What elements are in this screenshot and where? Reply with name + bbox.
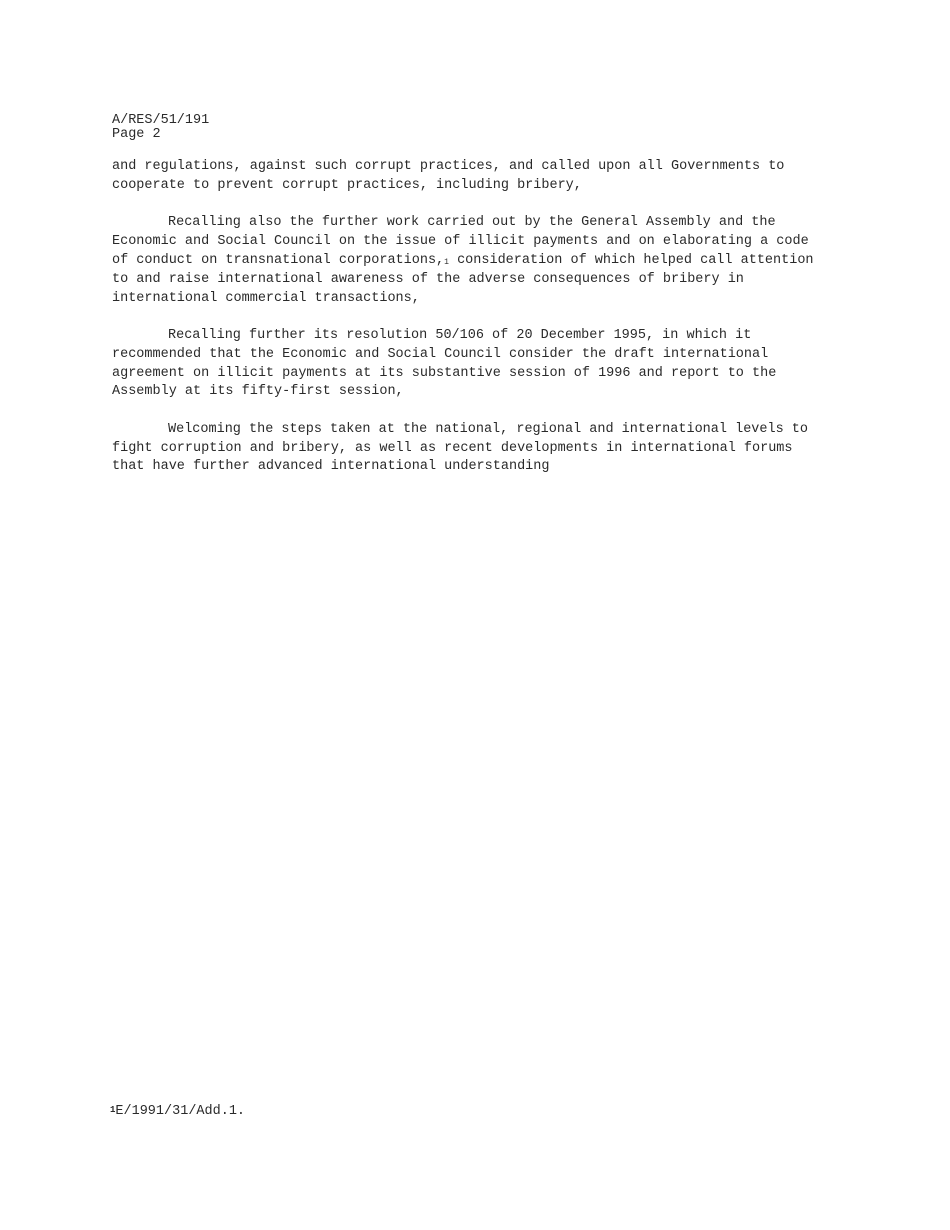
text-line: international commercial transactions, [112,290,420,306]
document-body [112,158,847,496]
footnote-mark: 1 [110,1105,116,1115]
footnote [110,1104,245,1120]
paragraph-welcoming [112,421,847,477]
text-line: that have further advanced international understanding [112,459,550,475]
paragraph-continuation [112,158,847,195]
document-symbol: A/RES/51/191 [112,113,210,128]
text-segment: of conduct on transnational corporations, [112,252,445,268]
text-line [112,252,847,272]
text-segment: consideration of which helped call attention [448,252,814,268]
text-line: and regulations, against such corrupt practices, and called upon all Governments to [112,159,785,174]
document-header [112,114,209,142]
text-segment: Recalling also the further work carried out by the General Assembly and the [168,215,776,231]
text-line [112,421,847,440]
text-line: recommended that the Economic and Social Council consider the draft international [112,347,769,362]
text-line [112,214,847,233]
text-line: agreement on illicit payments at its substantive session of 1996 and report to the [112,365,777,381]
paragraph-recalling-further [112,327,847,402]
text-line: Assembly at its fifty-first session, [112,384,404,400]
text-segment: Welcoming the steps taken at the national, regional and international levels to [168,421,809,437]
footnote-reference[interactable]: 1 [444,257,449,267]
page-number: Page 2 [112,127,161,142]
text-line: Economic and Social Council on the issue of illicit payments and on elaborating a code [112,233,809,249]
text-line: to and raise international awareness of the adverse consequences of bribery in [112,272,744,288]
text-line: fight corruption and bribery, as well as recent developments in international forums [112,440,793,456]
text-line: cooperate to prevent corrupt practices, including bribery, [112,177,582,193]
paragraph-recalling-also [112,214,847,309]
footnote-text: E/1991/31/Add.1. [115,1104,246,1119]
text-segment: Recalling further its resolution 50/106 of 20 December 1995, in which it [168,328,752,344]
text-line [112,327,847,346]
